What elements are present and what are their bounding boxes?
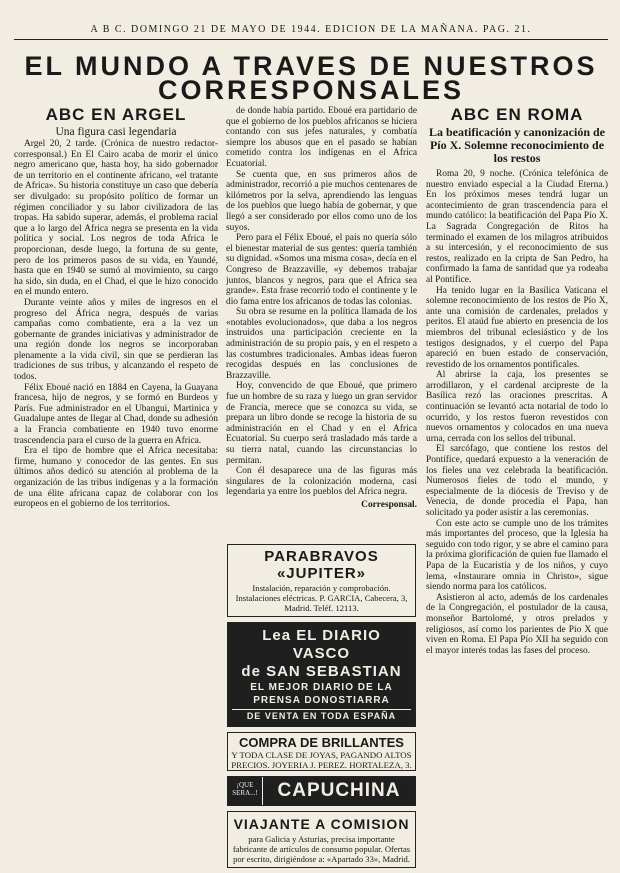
- ad-vasco-line-4: DE VENTA EN TODA ESPAÑA: [232, 709, 411, 722]
- argel-paragraph: Durante veinte años y miles de ingresos en el progreso del África negra, después de varias campañas como combatiente, era a la vez un gobernante de grandes iniciativas y administrador de una región donde los negros se incorporaban plenamente a la vida civil, sin que se perdieran las tradiciones de sus tribus, y alcanzando el respeto de todos.: [14, 297, 218, 383]
- column-argel-continued: [226, 106, 417, 538]
- ad-vasco-line-1: Lea EL DIARIO VASCO: [262, 627, 381, 662]
- page-header: A B C. DOMINGO 21 DE MAYO DE 1944. EDICION DE LA MAÑANA. PAG. 21.: [90, 24, 532, 35]
- masthead-line-2: CORRESPONSALES: [157, 75, 465, 105]
- ad-viajante: [227, 811, 416, 868]
- newspaper-page: [14, 6, 608, 862]
- roma-paragraph: Asistieron al acto, además de los cardenales de la Congregación, el postulador de la causa, monseñor Bartolomé, y otros prelados y religiosos, así como los parientes de Pío X que viven en Roma. El Papa Pío XII ha seguido con el mayor interés todas las fases del proceso.: [426, 592, 608, 656]
- ad-vasco-line-2: de SAN SEBASTIAN: [241, 663, 402, 680]
- roma-paragraph: El sarcófago, que contiene los restos del Pontífice, quedará expuesto a la veneración de los fieles una vez celebrada la beatificación. Numerosos fieles de todo el mundo, y especialmente de la diócesis de Treviso y de Venecia, de donde procedía el Papa, han solicitado ya poder asistir a las ceremonias.: [426, 444, 608, 518]
- argel-cont-paragraph: Pero para el Félix Eboué, el país no quería sólo el bienestar material de sus gentes: quería también su dignidad. «Somos una misma cosa», decía en el Congreso de Brazzaville, «y debemos trabajar juntos, blancos y negros, para que el Africa sea grande». Esta frase recorrió todo el continente y le dio fama entre los africanos de todas las colonias.: [226, 233, 417, 307]
- roma-paragraph: Roma 20, 9 noche. (Crónica telefónica de nuestro enviado especial a la Ciudad Eterna.) En los próximos meses tendrá lugar un acontecimiento de gran trascendencia para el mundo católico: la beatificación del Papa Pío X. La Sagrada Congregación de Ritos ha terminado el examen de los milagros atribuidos a su intercesión, y el reconocimiento de sus restos, realizado en la cripta de San Pedro, ha confirmado la fama de santidad que ya rodeaba al Pontífice.: [426, 169, 608, 285]
- argel-paragraph: Argel 20, 2 tarde. (Crónica de nuestro redactor-corresponsal.) En El Cairo acaba de morir el único negro americano que, hasta hoy, ha sido gobernador de un territorio en el continente africano, «el tratante de Africa». Su historia constituye un caso que debería ser divulgado: su propósito político de formar un régimen conciliador y su labor civilizadora de las tropas. Ha sabido superar, además, el problema racial que a lo largo del Africa negra se presenta en la vida política y social. Los negros de toda Africa le proporcionan, desde luego, la fortuna de su gente, pero de los primeros pasos de su vida, en Yaundé, hasta que en 1940 se sumó al movimiento, su cargo ha sido, sin duda, en el Chad, el que le hizo conocido en el mundo entero.: [14, 139, 218, 298]
- roma-subtitle: La beatificación y canonización de Pío X. Solemne reconocimiento de los restos: [429, 125, 605, 165]
- column-roma: [426, 106, 608, 862]
- ad-diario-vasco: [227, 622, 416, 727]
- argel-cont-paragraph: Con él desaparece una de las figuras más singulares de la colonización moderna, casi legendaria ya entre los pueblos del Africa negra.: [226, 466, 417, 498]
- argel-paragraph: Félix Eboué nació en 1884 en Cayena, la Guayana francesa, hijo de negros, y se formó en Burdeos y París. Fue administrador en el Ubangui, Martinica y Guadalupe antes de llegar al Chad, donde su adhesión a la Francia combatiente en 1940 tuvo enorme trascendencia para el curso de la guerra en Africa.: [14, 382, 218, 446]
- roma-title: ABC EN ROMA: [450, 106, 584, 124]
- column-argel: [14, 106, 218, 862]
- argel-cont-paragraph: Hoy, convencido de que Eboué, que primero fue un hombre de su raza y luego un gran servidor de Francia, merece que se conozca su vida, se prepara un libro donde se recoge la historia de su administración en el Chad y en el Africa Ecuatorial. Su cuerpo será trasladado más tarde a su tierra natal, cuando las circunstancias lo permitan.: [226, 381, 417, 466]
- ad-capuchina-small: ¡QUE SERA...!: [228, 777, 263, 805]
- roma-paragraph: Ha tenido lugar en la Basílica Vaticana el solemne reconocimiento de los restos de Pío X, ante una comisión de cardenales, prelados y peritos. El ataúd fue abierto en presencia de los miembros del tribunal eclesiástico y de los testigos designados, y el cuerpo del Papa apareció en buen estado de conservación, revestido de los ornamentos pontificales.: [426, 285, 608, 370]
- argel-paragraph: Era el tipo de hombre que el Africa necesitaba: firme, humano y conocedor de las gentes. En sus últimos años dedicó su atención al problema de la organización de las tribus indígenas y a la formación de una élite africana capaz de colaborar con los europeos en el gobierno de los territorios.: [14, 446, 218, 510]
- ad-brillantes-title: COMPRA DE BRILLANTES: [239, 735, 404, 750]
- masthead-line-1: EL MUNDO A TRAVES DE NUESTROS: [24, 51, 598, 81]
- ad-brillantes: [227, 732, 416, 771]
- ad-capuchina-title: CAPUCHINA: [277, 780, 401, 801]
- argel-cont-paragraph: Su obra se resume en la política llamada de los «notables evolucionados», que daba a los negros instruidos una participación creciente en la administración de su propio país, y en el respeto a las costumbres tradicionales. Ambas ideas fueron recogidas después en las conclusiones de Brazzaville.: [226, 307, 417, 381]
- header-rule: [14, 39, 608, 40]
- ad-vasco-line-3: EL MEJOR DIARIO DE LA PRENSA DONOSTIARRA: [250, 682, 393, 706]
- ad-jupiter-title: PARABRAVOS «JUPITER»: [264, 548, 379, 582]
- argel-signature: Corresponsal.: [361, 499, 417, 510]
- roma-paragraph: Al abrirse la caja, los presentes se arrodillaron, y el cardenal arcipreste de la Basílica rezó las oraciones prescritas. A continuación se levantó acta notarial de todo lo ocurrido, y los restos fueron revestidos con nuevos ornamentos y colocados en una nueva urna, cerrada con los sellos del tribunal.: [426, 370, 608, 444]
- ad-viajante-text: para Galicia y Asturias, precisa importante fabricante de artículos de consumo popular. Ofertas por escrito, dirigiéndose a: «Apartado 33», Madrid.: [232, 834, 411, 864]
- ad-capuchina: [227, 776, 416, 806]
- argel-cont-paragraph: de donde había partido. Eboué era partidario de que el gobierno de los pueblos africanos se hiciera contando con sus jefes naturales, y combatía siempre los abusos que en el pasado se habían cometido contra los indígenas en el Africa Ecuatorial.: [226, 106, 417, 169]
- advertisements: [227, 544, 416, 873]
- section-masthead: [14, 51, 608, 105]
- argel-title: ABC EN ARGEL: [45, 106, 187, 124]
- argel-subtitle: Una figura casi legendaria: [55, 126, 177, 138]
- ad-jupiter-text: Instalación, reparación y comprobación. Instalaciones eléctricas. P. GARCIA, Cabecera, 3, Madrid. Teléf. 12113.: [235, 583, 408, 613]
- ad-jupiter: [227, 544, 416, 617]
- argel-cont-paragraph: Se cuenta que, en sus primeros años de administrador, recorrió a pie muchos centenares de kilómetros por la selva, aprendiendo las lenguas de los pueblos que luego había de gobernar, y que llegó a ser considerado por ellos como uno de los suyos.: [226, 169, 417, 233]
- roma-paragraph: Con este acto se cumple uno de los trámites más importantes del proceso, que la Iglesia ha seguido con todo rigor, y se abre el camino para la próxima glorificación de quien fue llamado el Papa de la Eucaristía y de los niños, y cuyo lema, «Instaurare omnia in Christo», sigue siendo norma para los católicos.: [426, 518, 608, 593]
- ad-brillantes-text: Y TODA CLASE DE JOYAS, PAGANDO ALTOS PRECIOS. JOYERIA J. PEREZ. HORTALEZA, 3.: [231, 750, 412, 770]
- ad-viajante-title: VIAJANTE A COMISION: [233, 816, 410, 832]
